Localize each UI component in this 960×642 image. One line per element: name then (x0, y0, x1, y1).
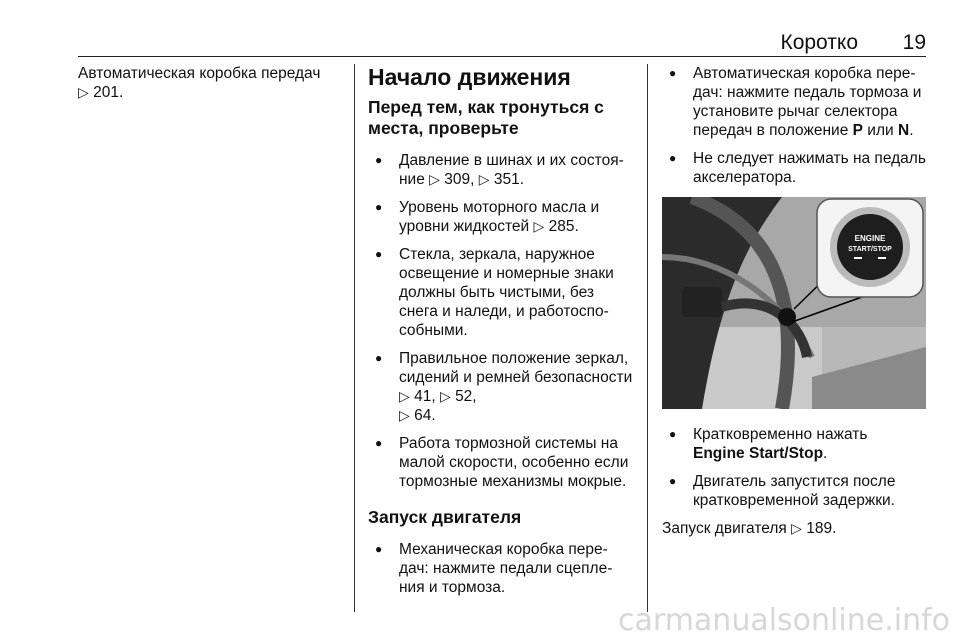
engine-label: ENGINE (854, 234, 886, 243)
cross-reference-text: Запуск двигателя ▷ 189. (662, 520, 837, 537)
ref-arrow-icon: ▷ (399, 407, 410, 423)
ref-arrow-icon: ▷ (439, 388, 451, 404)
column-divider (354, 64, 355, 612)
cross-reference-text: Автоматическая коробка передач ▷ 201. (78, 65, 321, 101)
column-divider (647, 64, 648, 612)
ref-arrow-icon: ▷ (533, 218, 545, 234)
column-middle (368, 64, 634, 606)
steps-list (662, 425, 928, 510)
list-item: ● Давление в шинах и их состоя-ние ▷ 309, ▷ 351. (368, 151, 634, 189)
page-number: 19 (902, 31, 926, 54)
page-link[interactable]: 309, (444, 171, 475, 188)
page-link[interactable]: 201. (93, 84, 124, 101)
list-item: ● Работа тормозной системы на малой скорости, особенно если тормозные механизмы мокрые. (368, 434, 634, 491)
section-heading: Запуск двигателя (368, 507, 522, 527)
steps-list (662, 64, 928, 187)
page-header (78, 32, 926, 54)
section-title: Коротко (780, 31, 858, 54)
list-item: ● Двигатель запустится после кратковременной задержки. (662, 472, 928, 510)
list-item: ● Уровень моторного масла и уровни жидкостей ▷ 285. (368, 198, 634, 236)
list-item: ● Правильное положение зеркал, сидений и ремней безопасности ▷ 41, ▷ 52, ▷ 64. (368, 349, 634, 425)
engine-start-button-photo (662, 197, 926, 409)
ref-arrow-icon: ▷ (478, 171, 490, 187)
list-item: ● Автоматическая коробка пере-дач: нажмите педаль тормоза и установите рычаг селектора передач в положение P или N. (662, 64, 928, 140)
header-rule (78, 56, 926, 57)
list-item: ● Стекла, зеркала, наружное освещение и номерные знаки должны быть чистыми, без снега и наледи, и работоспо-собными. (368, 245, 634, 340)
control-name: Engine Start/Stop (693, 445, 824, 462)
list-item: ● Не следует нажимать на педаль акселератора. (662, 149, 928, 187)
page-link[interactable]: 351. (493, 171, 524, 188)
steps-list (368, 540, 634, 597)
page-heading: Начало движения (368, 64, 571, 90)
list-item: ● Механическая коробка пере-дач: нажмите педали сцепле-ния и тормоза. (368, 540, 634, 597)
checklist (368, 151, 634, 491)
ref-arrow-icon: ▷ (791, 520, 802, 536)
ref-arrow-icon: ▷ (399, 388, 410, 404)
watermark: carmanualsonline.info (618, 603, 950, 638)
page-link[interactable]: 64. (414, 407, 436, 424)
page-link[interactable]: 52, (455, 388, 477, 405)
ref-arrow-icon: ▷ (78, 84, 89, 100)
section-heading: Перед тем, как тронуться с места, проверьте (368, 97, 604, 138)
page-link[interactable]: 189. (806, 520, 837, 537)
start-stop-label: START/STOP (848, 246, 892, 253)
list-item: ● Кратковременно нажать Engine Start/Stop. (662, 425, 928, 463)
column-left (78, 64, 340, 102)
page-link[interactable]: 41, (414, 388, 436, 405)
page-link[interactable]: 285. (548, 218, 579, 235)
ref-arrow-icon: ▷ (429, 171, 440, 187)
column-right (662, 64, 928, 538)
